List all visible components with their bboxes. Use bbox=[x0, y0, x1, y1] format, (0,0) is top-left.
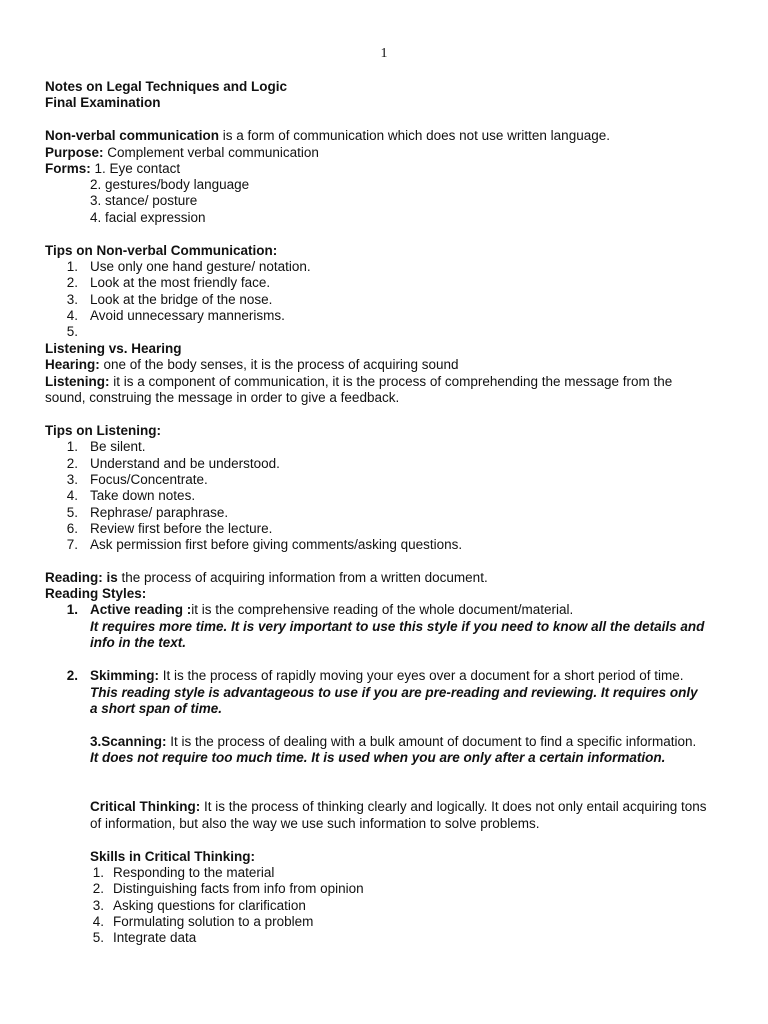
critical-thinking-text-cont: of information, but also the way we use such information to solve problems. bbox=[90, 816, 540, 831]
active-reading-note: info in the text. bbox=[90, 635, 186, 650]
skills-heading: Skills in Critical Thinking: bbox=[90, 849, 256, 864]
listening-text-cont: sound, construing the message in order to give a feedback. bbox=[45, 390, 400, 405]
scanning-text: It is the process of dealing with a bulk amount of document to find a specific information. bbox=[166, 734, 697, 749]
purpose-line bbox=[45, 145, 319, 161]
reading-styles-heading: Reading Styles: bbox=[45, 586, 147, 601]
reading-text: the process of acquiring information from a written document. bbox=[117, 570, 488, 585]
active-reading-note: It requires more time. It is very important to use this style if you need to know all the details and bbox=[90, 619, 705, 634]
forms-label: Forms: bbox=[45, 161, 91, 176]
scanning-note: It does not require too much time. It is used when you are only after a certain information. bbox=[90, 750, 666, 765]
scanning-label: 3.Scanning: bbox=[90, 734, 167, 749]
hearing-line bbox=[45, 357, 459, 373]
doc-subtitle: Final Examination bbox=[45, 95, 161, 110]
critical-thinking-text: It is the process of thinking clearly and logically. It does not only entail acquiring tons bbox=[200, 799, 707, 814]
listening-line bbox=[45, 374, 672, 390]
active-reading-label: Active reading : bbox=[90, 602, 192, 617]
purpose-label: Purpose: bbox=[45, 145, 104, 160]
nonverbal-definition-line bbox=[45, 128, 610, 144]
hearing-text: one of the body senses, it is the process of acquiring sound bbox=[99, 357, 459, 372]
skimming-note: a short span of time. bbox=[90, 701, 223, 716]
critical-thinking-line bbox=[90, 799, 707, 815]
tips-listening-heading: Tips on Listening: bbox=[45, 423, 161, 438]
listening-heading: Listening vs. Hearing bbox=[45, 341, 182, 356]
forms-item: 3. stance/ posture bbox=[90, 193, 198, 208]
reading-label: Reading: is bbox=[45, 570, 118, 585]
nonverbal-term: Non-verbal communication bbox=[45, 128, 220, 143]
skimming-text: It is the process of rapidly moving your eyes over a document for a short period of time. bbox=[159, 668, 684, 683]
nonverbal-definition: is a form of communication which does not use written language. bbox=[219, 128, 610, 143]
listening-text: it is a component of communication, it is the process of comprehending the message from the bbox=[109, 374, 673, 389]
forms-item: 1. Eye contact bbox=[94, 161, 181, 176]
skimming-note: This reading style is advantageous to use if you are pre-reading and reviewing. It requires only bbox=[90, 685, 698, 700]
scanning-line bbox=[90, 734, 696, 750]
purpose-text: Complement verbal communication bbox=[103, 145, 319, 160]
listening-label: Listening: bbox=[45, 374, 110, 389]
forms-item: 2. gestures/body language bbox=[90, 177, 250, 192]
hearing-label: Hearing: bbox=[45, 357, 100, 372]
forms-line bbox=[45, 161, 180, 177]
reading-line bbox=[45, 570, 488, 586]
active-reading-text: it is the comprehensive reading of the whole document/material. bbox=[191, 602, 574, 617]
doc-title: Notes on Legal Techniques and Logic bbox=[45, 79, 288, 94]
page-number: 1 bbox=[380, 46, 388, 61]
forms-item: 4. facial expression bbox=[90, 210, 206, 225]
tips-nonverbal-heading: Tips on Non-verbal Communication: bbox=[45, 243, 278, 258]
critical-thinking-label: Critical Thinking: bbox=[90, 799, 201, 814]
skimming-label: Skimming: bbox=[90, 668, 160, 683]
